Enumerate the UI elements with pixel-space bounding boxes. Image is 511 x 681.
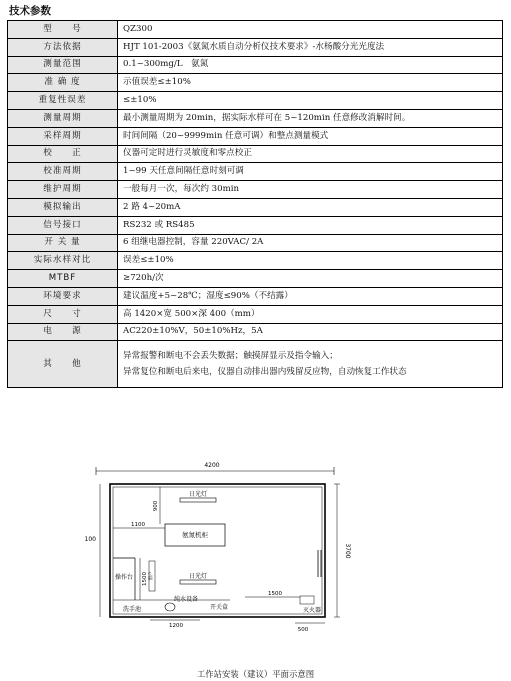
spec-key: 准 确 度 — [8, 74, 118, 92]
spec-value: 0.1~300mg/L 氨氮 — [118, 56, 503, 74]
spec-row — [8, 74, 503, 92]
spec-row — [8, 38, 503, 56]
floor-plan — [0, 455, 511, 665]
console-label: 操作台 — [114, 574, 134, 581]
spec-row-other — [8, 341, 503, 388]
dim-100: 100 — [84, 536, 96, 543]
spec-key: 校准周期 — [8, 163, 118, 181]
spec-value: 2 路 4~20mA — [118, 198, 503, 216]
spec-value: 时间间隔（20~9999min 任意可调）和整点测量模式 — [118, 127, 503, 145]
spec-key: 模拟输出 — [8, 198, 118, 216]
dim-1200: 1200 — [169, 623, 183, 629]
spec-row — [8, 305, 503, 323]
spec-value: 示值误差≤±10% — [118, 74, 503, 92]
switch-box-label: 开关盒 — [209, 604, 229, 611]
spec-key: 信号接口 — [8, 216, 118, 234]
spec-value-other — [118, 341, 503, 388]
spec-key: 校 正 — [8, 145, 118, 163]
spec-value: HJT 101-2003《氨氮水质自动分析仪技术要求》-水杨酸分光光度法 — [118, 38, 503, 56]
spec-key: 环境要求 — [8, 287, 118, 305]
spec-value: 6 组继电器控制，容量 220VAC/ 2A — [118, 234, 503, 252]
spec-value: AC220±10%V，50±10%Hz，5A — [118, 323, 503, 341]
dim-1500-h: 1500 — [268, 591, 282, 597]
spec-row — [8, 163, 503, 181]
spec-row — [8, 56, 503, 74]
lamp-2-label: 日光灯 — [188, 573, 208, 580]
spec-row — [8, 21, 503, 39]
spec-key: 维护周期 — [8, 181, 118, 199]
window-label: 窗户 — [149, 571, 154, 581]
spec-value: ≤±10% — [118, 92, 503, 110]
water-equipment-label: 纯水设备 — [173, 596, 199, 603]
spec-value: 一般每月一次，每次约 30min — [118, 181, 503, 199]
spec-key: 电 源 — [8, 323, 118, 341]
spec-row — [8, 270, 503, 288]
dim-1500-v: 1500 — [142, 572, 148, 586]
spec-row — [8, 92, 503, 110]
spec-row — [8, 145, 503, 163]
section-title: 技术参数 — [9, 5, 51, 17]
spec-row — [8, 234, 503, 252]
spec-key: 型 号 — [8, 21, 118, 39]
spec-row — [8, 127, 503, 145]
spec-row — [8, 216, 503, 234]
spec-value: 高 1420×宽 500×深 400（mm） — [118, 305, 503, 323]
spec-key: 测量范围 — [8, 56, 118, 74]
cabinet-label: 氨氮机柜 — [182, 531, 208, 539]
spec-key: 方法依据 — [8, 38, 118, 56]
dim-500: 500 — [297, 627, 309, 633]
spec-key: 开 关 量 — [8, 234, 118, 252]
sink-label: 洗手池 — [122, 606, 142, 613]
dim-3700: 3700 — [344, 543, 351, 559]
spec-value: ≥720h/次 — [118, 270, 503, 288]
spec-key: 其 他 — [8, 341, 118, 388]
lamp-1-label: 日光灯 — [188, 491, 208, 498]
spec-value: 仪器可定时进行灵敏度和零点校正 — [118, 145, 503, 163]
spec-value: 最小测量周期为 20min，据实际水样可在 5~120min 任意修改消解时间。 — [118, 109, 503, 127]
spec-key: MTBF — [8, 270, 118, 288]
other-line-2: 异常复位和断电后来电，仪器自动排出器内残留反应物，自动恢复工作状态 — [123, 367, 407, 378]
spec-key: 测量周期 — [8, 109, 118, 127]
dim-4200: 4200 — [204, 462, 220, 469]
spec-value: RS232 或 RS485 — [118, 216, 503, 234]
spec-value: 1~99 天任意间隔任意时刻可调 — [118, 163, 503, 181]
spec-row — [8, 323, 503, 341]
spec-value: 建议温度+5~28℃；湿度≤90%（不结露） — [118, 287, 503, 305]
spec-row — [8, 287, 503, 305]
spec-row — [8, 181, 503, 199]
spec-key: 重复性误差 — [8, 92, 118, 110]
spec-row — [8, 252, 503, 270]
dim-900: 900 — [153, 500, 159, 512]
figure-caption: 工作站安装（建议）平面示意图 — [196, 669, 315, 679]
other-line-1: 异常报警和断电不会丢失数据；触摸屏显示及指令输入； — [123, 351, 338, 362]
spec-key: 采样周期 — [8, 127, 118, 145]
spec-key: 实际水样对比 — [8, 252, 118, 270]
dim-1100: 1100 — [131, 522, 145, 528]
spec-value: 误差≤±10% — [118, 252, 503, 270]
spec-key: 尺 寸 — [8, 305, 118, 323]
spec-value: QZ300 — [118, 21, 503, 39]
extinguisher-label: 灭火器 — [302, 607, 322, 614]
spec-table — [7, 20, 503, 388]
spec-row — [8, 109, 503, 127]
spec-row — [8, 198, 503, 216]
